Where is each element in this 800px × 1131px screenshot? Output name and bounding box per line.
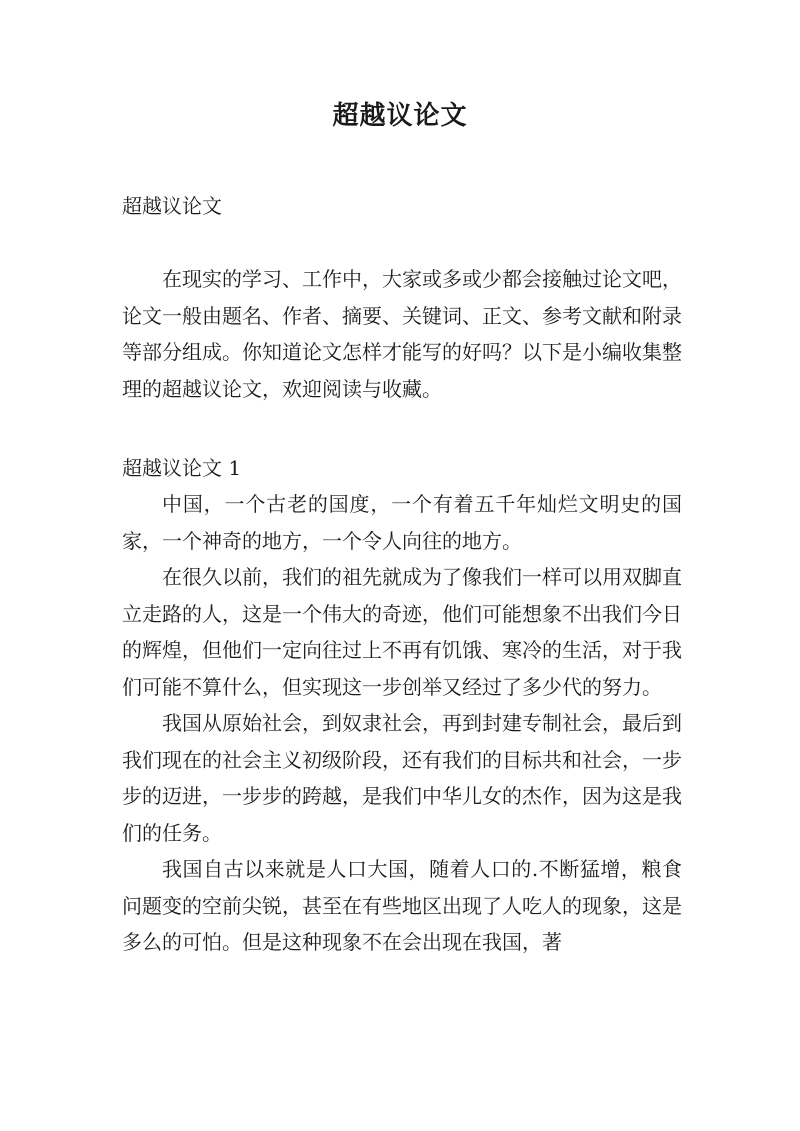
paragraph: 我国自古以来就是人口大国，随着人口的.不断猛增，粮食问题变的空前尖锐，甚至在有些地区出现了人吃人的现象，这是多么的可怕。但是这种现象不在会出现在我国，著 [122, 857, 682, 954]
page-title: 超越议论文 [332, 101, 468, 131]
intro-text: 在现实的学习、工作中，大家或多或少都会接触过论文吧，论文一般由题名、作者、摘要、关键词、正文、参考文献和附录等部分组成。你知道论文怎样才能写的好吗？以下是小编收集整理的超越议论文，欢迎阅读与收藏。 [122, 267, 682, 401]
document-subtitle: 超越议论文 [122, 194, 222, 218]
paragraph: 中国，一个古老的国度，一个有着五千年灿烂文明史的国家，一个神奇的地方，一个令人向往的地方。 [122, 492, 682, 553]
section-heading: 超越议论文 1 [122, 456, 242, 480]
intro-paragraph [122, 261, 682, 407]
section-body [122, 486, 682, 961]
paragraph: 我国从原始社会，到奴隶社会，再到封建专制社会，最后到我们现在的社会主义初级阶段，还有我们的目标共和社会，一步步的迈进，一步步的跨越，是我们中华儿女的杰作，因为这是我们的任务。 [122, 711, 682, 845]
paragraph: 在很久以前，我们的祖先就成为了像我们一样可以用双脚直立走路的人，这是一个伟大的奇迹，他们可能想象不出我们今日的辉煌，但他们一定向往过上不再有饥饿、寒冷的生活，对于我们可能不算什么，但实现这一步创举又经过了多少代的努力。 [122, 565, 682, 699]
